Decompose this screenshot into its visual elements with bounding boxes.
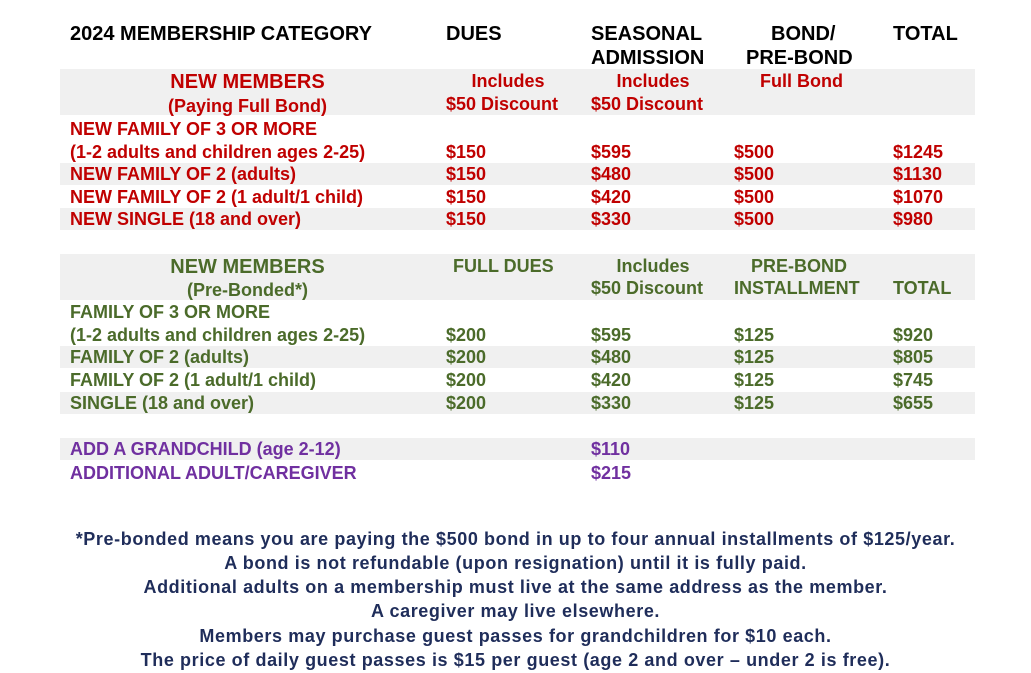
table-row-bond: $500 <box>734 187 775 207</box>
table-row-total: $1245 <box>893 142 944 162</box>
table-row-label: FAMILY OF 2 (adults) <box>70 347 250 367</box>
pre-bond-bond-header: PRE-BOND <box>751 256 848 276</box>
table-row-bond: $125 <box>734 393 775 413</box>
header-bond: BOND/ <box>771 23 836 45</box>
table-row-total: $1070 <box>893 187 944 207</box>
table-row-seasonal: $480 <box>591 347 632 367</box>
pre-bond-dues-header: FULL DUES <box>453 256 554 276</box>
table-row-total: $1130 <box>893 164 943 184</box>
table-row-bond: $125 <box>734 325 775 345</box>
header-total: TOTAL <box>893 23 958 45</box>
full-bond-bond-note: Full Bond <box>760 71 843 91</box>
footnote: *Pre-bonded means you are paying the $500 bond in up to four annual installments of $125/year. <box>75 529 956 549</box>
table-row-label: (1-2 adults and children ages 2-25) <box>70 142 366 162</box>
footnote: Additional adults on a membership must live at the same address as the member. <box>143 577 888 597</box>
full-bond-seasonal-discount: $50 Discount <box>591 94 704 114</box>
footnote: Members may purchase guest passes for grandchildren for $10 each. <box>199 626 832 646</box>
extras-label-adult: ADDITIONAL ADULT/CAREGIVER <box>70 463 357 483</box>
pre-bond-installment-header: INSTALLMENT <box>734 278 860 298</box>
table-row-bond: $125 <box>734 370 775 390</box>
table-row-label: SINGLE (18 and over) <box>70 393 255 413</box>
table-row-total: $805 <box>893 347 934 367</box>
full-bond-dues-note: Includes <box>471 71 545 91</box>
table-row-label: NEW FAMILY OF 2 (1 adult/1 child) <box>70 187 364 207</box>
extras-price-adult: $215 <box>591 463 632 483</box>
header-seasonal: SEASONAL <box>591 23 703 45</box>
table-row-dues: $150 <box>446 187 487 207</box>
full-bond-title: NEW MEMBERS <box>170 71 325 93</box>
table-row-dues: $200 <box>446 347 487 367</box>
table-row-dues: $150 <box>446 164 487 184</box>
table-row-bond: $500 <box>734 209 775 229</box>
table-row-total: $980 <box>893 209 934 229</box>
footnote: The price of daily guest passes is $15 per guest (age 2 and over – under 2 is free). <box>140 650 891 670</box>
table-row-seasonal: $420 <box>591 370 632 390</box>
table-row-seasonal: $595 <box>591 325 632 345</box>
table-row-dues: $200 <box>446 393 487 413</box>
table-row-label: (1-2 adults and children ages 2-25) <box>70 325 366 345</box>
table-row-bond: $500 <box>734 164 775 184</box>
table-row-label: FAMILY OF 3 OR MORE <box>70 302 271 322</box>
table-row-seasonal: $595 <box>591 142 632 162</box>
table-row-label: NEW FAMILY OF 2 (adults) <box>70 164 297 184</box>
table-row-label: NEW SINGLE (18 and over) <box>70 209 302 229</box>
table-row-total: $655 <box>893 393 934 413</box>
table-row-dues: $200 <box>446 370 487 390</box>
table-row-dues: $150 <box>446 142 487 162</box>
pre-bond-subtitle: (Pre-Bonded*) <box>187 280 308 300</box>
extras-price-grandchild: $110 <box>591 439 631 459</box>
table-row-total: $745 <box>893 370 934 390</box>
table-row-bond: $500 <box>734 142 775 162</box>
table-row-seasonal: $420 <box>591 187 632 207</box>
full-bond-subtitle: (Paying Full Bond) <box>168 96 327 116</box>
pre-bond-seasonal-note: Includes <box>616 256 690 276</box>
footnote: A bond is not refundable (upon resignation) until it is fully paid. <box>224 553 807 573</box>
full-bond-dues-discount: $50 Discount <box>446 94 559 114</box>
full-bond-seasonal-note: Includes <box>616 71 690 91</box>
table-row-bond: $125 <box>734 347 775 367</box>
header-admission: ADMISSION <box>591 47 705 69</box>
extras-label-grandchild: ADD A GRANDCHILD (age 2-12) <box>70 439 341 459</box>
table-row-seasonal: $480 <box>591 164 632 184</box>
header-pre-bond: PRE-BOND <box>746 47 853 69</box>
footnote: A caregiver may live elsewhere. <box>370 601 661 621</box>
pre-bond-seasonal-discount: $50 Discount <box>591 278 704 298</box>
header-category: 2024 MEMBERSHIP CATEGORY <box>70 23 372 45</box>
pre-bond-title: NEW MEMBERS <box>170 256 325 278</box>
table-row-dues: $200 <box>446 325 487 345</box>
table-row-dues: $150 <box>446 209 487 229</box>
pre-bond-total-header: TOTAL <box>893 278 952 298</box>
table-row-seasonal: $330 <box>591 393 632 413</box>
table-row-label: FAMILY OF 2 (1 adult/1 child) <box>70 370 317 390</box>
header-dues: DUES <box>446 23 502 45</box>
table-row-label: NEW FAMILY OF 3 OR MORE <box>70 119 318 139</box>
table-row-total: $920 <box>893 325 934 345</box>
table-row-seasonal: $330 <box>591 209 632 229</box>
